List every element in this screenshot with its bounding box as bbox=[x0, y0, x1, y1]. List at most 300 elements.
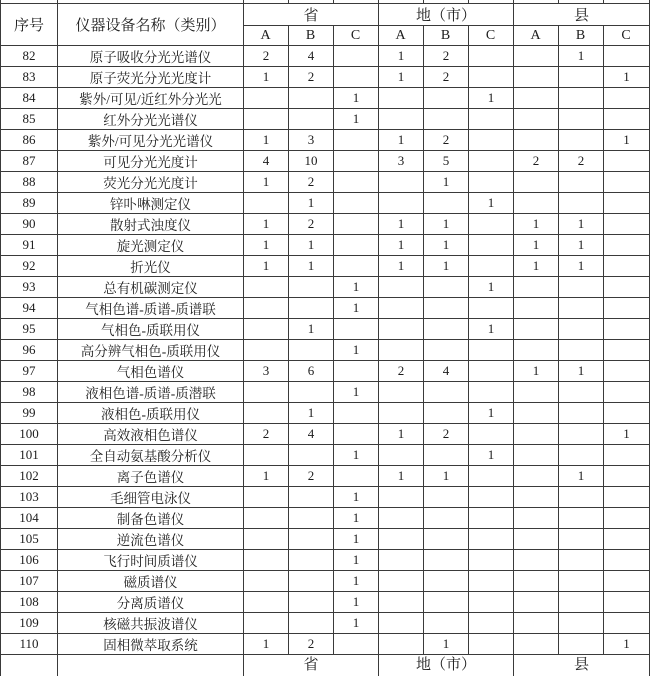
name-cell: 总有机碳测定仪 bbox=[58, 277, 244, 298]
value-cell bbox=[469, 130, 514, 151]
value-cell bbox=[244, 571, 289, 592]
value-cell bbox=[604, 592, 650, 613]
name-cell: 固相微萃取系统 bbox=[58, 634, 244, 655]
value-cell bbox=[334, 256, 379, 277]
value-cell: 1 bbox=[379, 214, 424, 235]
table-row bbox=[1, 424, 650, 445]
value-cell bbox=[334, 193, 379, 214]
value-cell bbox=[604, 361, 650, 382]
table-row bbox=[1, 571, 650, 592]
value-cell bbox=[514, 193, 559, 214]
value-cell bbox=[334, 151, 379, 172]
name-cell: 气相色谱-质谱-质谱联 bbox=[58, 298, 244, 319]
value-cell: 1 bbox=[379, 256, 424, 277]
value-cell bbox=[379, 571, 424, 592]
name-cell: 制备色谱仪 bbox=[58, 508, 244, 529]
seq-cell: 105 bbox=[1, 529, 58, 550]
value-cell: 4 bbox=[424, 361, 469, 382]
value-cell bbox=[604, 550, 650, 571]
value-cell bbox=[424, 550, 469, 571]
name-cell: 高分辨气相色-质联用仪 bbox=[58, 340, 244, 361]
table-row bbox=[1, 67, 650, 88]
value-cell bbox=[244, 550, 289, 571]
value-cell: 1 bbox=[424, 235, 469, 256]
value-cell: 1 bbox=[334, 445, 379, 466]
value-cell: 1 bbox=[514, 361, 559, 382]
value-cell: 2 bbox=[559, 151, 604, 172]
value-cell: 3 bbox=[289, 130, 334, 151]
value-cell bbox=[244, 340, 289, 361]
value-cell bbox=[244, 613, 289, 634]
clipped-cell bbox=[58, 655, 244, 676]
value-cell bbox=[334, 634, 379, 655]
table-row bbox=[1, 235, 650, 256]
value-cell bbox=[604, 382, 650, 403]
value-cell bbox=[514, 172, 559, 193]
value-cell: 1 bbox=[514, 256, 559, 277]
value-cell bbox=[289, 445, 334, 466]
value-cell: 3 bbox=[379, 151, 424, 172]
value-cell bbox=[289, 277, 334, 298]
value-cell bbox=[289, 298, 334, 319]
value-cell bbox=[289, 571, 334, 592]
value-cell: 1 bbox=[559, 466, 604, 487]
header-group-prefecture: 地（市） bbox=[379, 4, 514, 26]
table-row bbox=[1, 613, 650, 634]
value-cell bbox=[379, 172, 424, 193]
name-cell: 紫外/可见/近红外分光光 bbox=[58, 88, 244, 109]
value-cell bbox=[469, 592, 514, 613]
seq-cell: 93 bbox=[1, 277, 58, 298]
value-cell: 2 bbox=[289, 466, 334, 487]
value-cell: 1 bbox=[514, 214, 559, 235]
value-cell bbox=[289, 529, 334, 550]
value-cell: 2 bbox=[424, 130, 469, 151]
value-cell bbox=[379, 277, 424, 298]
value-cell: 2 bbox=[379, 361, 424, 382]
value-cell bbox=[514, 298, 559, 319]
name-cell: 红外分光光谱仪 bbox=[58, 109, 244, 130]
value-cell bbox=[604, 88, 650, 109]
value-cell bbox=[334, 67, 379, 88]
header-county-a: A bbox=[514, 26, 559, 46]
value-cell bbox=[469, 256, 514, 277]
value-cell bbox=[469, 550, 514, 571]
value-cell bbox=[514, 571, 559, 592]
clipped-header-prefecture: 地（市） bbox=[379, 655, 514, 676]
value-cell bbox=[469, 298, 514, 319]
value-cell: 1 bbox=[559, 214, 604, 235]
table-row bbox=[1, 256, 650, 277]
value-cell bbox=[289, 487, 334, 508]
value-cell bbox=[424, 298, 469, 319]
value-cell bbox=[424, 109, 469, 130]
value-cell bbox=[379, 109, 424, 130]
value-cell bbox=[469, 67, 514, 88]
name-cell: 高效液相色谱仪 bbox=[58, 424, 244, 445]
value-cell: 1 bbox=[424, 466, 469, 487]
seq-cell: 107 bbox=[1, 571, 58, 592]
value-cell: 1 bbox=[469, 445, 514, 466]
table-row bbox=[1, 508, 650, 529]
value-cell bbox=[604, 508, 650, 529]
value-cell bbox=[514, 340, 559, 361]
value-cell bbox=[469, 571, 514, 592]
value-cell bbox=[604, 214, 650, 235]
value-cell bbox=[424, 193, 469, 214]
value-cell bbox=[469, 361, 514, 382]
value-cell bbox=[604, 256, 650, 277]
value-cell bbox=[334, 361, 379, 382]
value-cell: 1 bbox=[379, 46, 424, 67]
value-cell: 1 bbox=[559, 46, 604, 67]
value-cell: 4 bbox=[244, 151, 289, 172]
table-row bbox=[1, 109, 650, 130]
value-cell bbox=[424, 487, 469, 508]
value-cell bbox=[469, 214, 514, 235]
value-cell: 2 bbox=[514, 151, 559, 172]
clipped-bottom-row bbox=[1, 655, 650, 676]
value-cell bbox=[469, 382, 514, 403]
value-cell bbox=[514, 277, 559, 298]
value-cell bbox=[379, 508, 424, 529]
value-cell: 2 bbox=[424, 46, 469, 67]
name-cell: 原子荧光分光光度计 bbox=[58, 67, 244, 88]
name-cell: 毛细管电泳仪 bbox=[58, 487, 244, 508]
value-cell bbox=[469, 109, 514, 130]
value-cell bbox=[559, 592, 604, 613]
value-cell: 2 bbox=[424, 424, 469, 445]
value-cell bbox=[559, 277, 604, 298]
value-cell bbox=[514, 592, 559, 613]
value-cell: 1 bbox=[424, 256, 469, 277]
table-row bbox=[1, 130, 650, 151]
seq-cell: 94 bbox=[1, 298, 58, 319]
value-cell bbox=[379, 550, 424, 571]
value-cell bbox=[604, 340, 650, 361]
value-cell bbox=[379, 487, 424, 508]
seq-cell: 102 bbox=[1, 466, 58, 487]
value-cell: 1 bbox=[469, 193, 514, 214]
name-cell: 逆流色谱仪 bbox=[58, 529, 244, 550]
value-cell bbox=[289, 109, 334, 130]
seq-cell: 85 bbox=[1, 109, 58, 130]
header-seq: 序号 bbox=[1, 4, 58, 46]
value-cell bbox=[244, 592, 289, 613]
value-cell: 1 bbox=[244, 67, 289, 88]
value-cell bbox=[559, 445, 604, 466]
table-row bbox=[1, 151, 650, 172]
table-row bbox=[1, 340, 650, 361]
value-cell: 1 bbox=[469, 403, 514, 424]
value-cell bbox=[514, 529, 559, 550]
name-cell: 核磁共振波谱仪 bbox=[58, 613, 244, 634]
value-cell bbox=[559, 88, 604, 109]
value-cell: 3 bbox=[244, 361, 289, 382]
value-cell bbox=[379, 634, 424, 655]
value-cell bbox=[244, 445, 289, 466]
clipped-header-province: 省 bbox=[244, 655, 379, 676]
value-cell: 2 bbox=[424, 67, 469, 88]
value-cell: 1 bbox=[469, 277, 514, 298]
value-cell: 1 bbox=[334, 109, 379, 130]
value-cell bbox=[469, 424, 514, 445]
value-cell bbox=[244, 109, 289, 130]
value-cell bbox=[559, 613, 604, 634]
value-cell bbox=[334, 172, 379, 193]
value-cell bbox=[604, 571, 650, 592]
table-row bbox=[1, 172, 650, 193]
name-cell: 液相色-质联用仪 bbox=[58, 403, 244, 424]
seq-cell: 98 bbox=[1, 382, 58, 403]
seq-cell: 97 bbox=[1, 361, 58, 382]
value-cell bbox=[424, 613, 469, 634]
seq-cell: 103 bbox=[1, 487, 58, 508]
value-cell: 1 bbox=[334, 277, 379, 298]
value-cell bbox=[514, 382, 559, 403]
seq-cell: 86 bbox=[1, 130, 58, 151]
value-cell: 1 bbox=[289, 256, 334, 277]
value-cell: 1 bbox=[604, 130, 650, 151]
value-cell: 10 bbox=[289, 151, 334, 172]
value-cell bbox=[424, 445, 469, 466]
value-cell: 1 bbox=[559, 361, 604, 382]
value-cell bbox=[424, 403, 469, 424]
value-cell bbox=[604, 151, 650, 172]
value-cell bbox=[469, 235, 514, 256]
value-cell bbox=[514, 109, 559, 130]
value-cell bbox=[514, 319, 559, 340]
value-cell: 1 bbox=[379, 424, 424, 445]
value-cell bbox=[244, 298, 289, 319]
value-cell bbox=[244, 277, 289, 298]
name-cell: 全自动氨基酸分析仪 bbox=[58, 445, 244, 466]
value-cell: 1 bbox=[424, 214, 469, 235]
value-cell bbox=[379, 340, 424, 361]
value-cell bbox=[559, 67, 604, 88]
name-cell: 气相色谱仪 bbox=[58, 361, 244, 382]
name-cell: 紫外/可见分光光谱仪 bbox=[58, 130, 244, 151]
value-cell: 1 bbox=[604, 424, 650, 445]
seq-cell: 90 bbox=[1, 214, 58, 235]
value-cell bbox=[469, 46, 514, 67]
value-cell bbox=[604, 613, 650, 634]
value-cell: 1 bbox=[334, 88, 379, 109]
value-cell bbox=[379, 445, 424, 466]
value-cell bbox=[559, 424, 604, 445]
value-cell bbox=[334, 130, 379, 151]
value-cell bbox=[469, 340, 514, 361]
value-cell bbox=[514, 445, 559, 466]
value-cell bbox=[424, 340, 469, 361]
table-row bbox=[1, 466, 650, 487]
name-cell: 旋光测定仪 bbox=[58, 235, 244, 256]
value-cell bbox=[559, 172, 604, 193]
value-cell bbox=[334, 46, 379, 67]
value-cell bbox=[514, 46, 559, 67]
value-cell bbox=[469, 508, 514, 529]
value-cell bbox=[514, 403, 559, 424]
value-cell bbox=[379, 382, 424, 403]
header-county-c: C bbox=[604, 26, 650, 46]
value-cell bbox=[559, 298, 604, 319]
seq-cell: 83 bbox=[1, 67, 58, 88]
name-cell: 气相色-质联用仪 bbox=[58, 319, 244, 340]
header-name: 仪器设备名称（类别） bbox=[58, 4, 244, 46]
value-cell bbox=[379, 613, 424, 634]
value-cell: 1 bbox=[289, 235, 334, 256]
value-cell: 1 bbox=[379, 130, 424, 151]
name-cell: 分离质谱仪 bbox=[58, 592, 244, 613]
value-cell bbox=[604, 277, 650, 298]
value-cell bbox=[559, 109, 604, 130]
value-cell bbox=[514, 130, 559, 151]
table-row bbox=[1, 319, 650, 340]
value-cell: 1 bbox=[334, 340, 379, 361]
value-cell bbox=[604, 487, 650, 508]
name-cell: 荧光分光光度计 bbox=[58, 172, 244, 193]
value-cell: 1 bbox=[244, 634, 289, 655]
value-cell bbox=[514, 613, 559, 634]
table-row bbox=[1, 592, 650, 613]
name-cell: 飞行时间质谱仪 bbox=[58, 550, 244, 571]
value-cell: 1 bbox=[604, 67, 650, 88]
table-row bbox=[1, 382, 650, 403]
seq-cell: 109 bbox=[1, 613, 58, 634]
value-cell bbox=[379, 403, 424, 424]
value-cell bbox=[604, 403, 650, 424]
value-cell: 1 bbox=[244, 214, 289, 235]
seq-cell: 84 bbox=[1, 88, 58, 109]
value-cell: 1 bbox=[379, 67, 424, 88]
value-cell bbox=[289, 550, 334, 571]
clipped-header-county: 县 bbox=[514, 655, 650, 676]
value-cell: 2 bbox=[289, 214, 334, 235]
table-row bbox=[1, 46, 650, 67]
value-cell bbox=[514, 487, 559, 508]
value-cell bbox=[289, 88, 334, 109]
value-cell: 1 bbox=[289, 193, 334, 214]
value-cell bbox=[469, 151, 514, 172]
value-cell bbox=[424, 508, 469, 529]
seq-cell: 110 bbox=[1, 634, 58, 655]
value-cell bbox=[604, 445, 650, 466]
value-cell: 2 bbox=[289, 172, 334, 193]
name-cell: 原子吸收分光光谱仪 bbox=[58, 46, 244, 67]
table-row bbox=[1, 487, 650, 508]
value-cell bbox=[244, 319, 289, 340]
value-cell: 1 bbox=[334, 571, 379, 592]
header-prefecture-a: A bbox=[379, 26, 424, 46]
value-cell: 1 bbox=[334, 592, 379, 613]
name-cell: 散射式浊度仪 bbox=[58, 214, 244, 235]
value-cell bbox=[424, 592, 469, 613]
value-cell bbox=[379, 193, 424, 214]
value-cell: 1 bbox=[379, 466, 424, 487]
value-cell: 1 bbox=[244, 235, 289, 256]
value-cell bbox=[514, 550, 559, 571]
value-cell bbox=[514, 634, 559, 655]
value-cell: 1 bbox=[379, 235, 424, 256]
header-province-c: C bbox=[334, 26, 379, 46]
value-cell bbox=[514, 88, 559, 109]
value-cell bbox=[244, 193, 289, 214]
value-cell: 1 bbox=[334, 298, 379, 319]
value-cell: 2 bbox=[289, 67, 334, 88]
seq-cell: 108 bbox=[1, 592, 58, 613]
seq-cell: 88 bbox=[1, 172, 58, 193]
table-row bbox=[1, 214, 650, 235]
value-cell bbox=[244, 529, 289, 550]
value-cell bbox=[469, 613, 514, 634]
value-cell bbox=[559, 550, 604, 571]
value-cell bbox=[514, 424, 559, 445]
name-cell: 离子色谱仪 bbox=[58, 466, 244, 487]
value-cell bbox=[559, 403, 604, 424]
value-cell bbox=[559, 193, 604, 214]
value-cell bbox=[379, 88, 424, 109]
value-cell bbox=[469, 466, 514, 487]
value-cell bbox=[379, 529, 424, 550]
value-cell bbox=[379, 592, 424, 613]
table-body bbox=[1, 46, 650, 655]
value-cell: 2 bbox=[244, 46, 289, 67]
value-cell bbox=[559, 529, 604, 550]
value-cell bbox=[289, 340, 334, 361]
seq-cell: 104 bbox=[1, 508, 58, 529]
value-cell: 1 bbox=[334, 529, 379, 550]
value-cell bbox=[244, 88, 289, 109]
value-cell bbox=[334, 235, 379, 256]
value-cell bbox=[424, 571, 469, 592]
seq-cell: 89 bbox=[1, 193, 58, 214]
value-cell bbox=[244, 508, 289, 529]
value-cell: 1 bbox=[604, 634, 650, 655]
value-cell bbox=[379, 319, 424, 340]
seq-cell: 100 bbox=[1, 424, 58, 445]
value-cell: 6 bbox=[289, 361, 334, 382]
value-cell: 1 bbox=[289, 403, 334, 424]
value-cell: 2 bbox=[289, 634, 334, 655]
name-cell: 折光仪 bbox=[58, 256, 244, 277]
value-cell bbox=[244, 382, 289, 403]
header-group-province: 省 bbox=[244, 4, 379, 26]
table-row bbox=[1, 361, 650, 382]
value-cell bbox=[514, 67, 559, 88]
value-cell bbox=[559, 487, 604, 508]
value-cell: 1 bbox=[244, 172, 289, 193]
value-cell bbox=[514, 508, 559, 529]
value-cell bbox=[604, 298, 650, 319]
value-cell bbox=[244, 487, 289, 508]
value-cell: 1 bbox=[424, 172, 469, 193]
value-cell bbox=[604, 466, 650, 487]
seq-cell: 95 bbox=[1, 319, 58, 340]
value-cell bbox=[604, 319, 650, 340]
value-cell bbox=[604, 109, 650, 130]
value-cell bbox=[559, 382, 604, 403]
header-prefecture-b: B bbox=[424, 26, 469, 46]
value-cell bbox=[424, 88, 469, 109]
value-cell bbox=[334, 319, 379, 340]
value-cell: 1 bbox=[424, 634, 469, 655]
value-cell bbox=[379, 298, 424, 319]
value-cell bbox=[604, 172, 650, 193]
value-cell bbox=[289, 382, 334, 403]
value-cell bbox=[424, 382, 469, 403]
seq-cell: 92 bbox=[1, 256, 58, 277]
value-cell bbox=[334, 214, 379, 235]
